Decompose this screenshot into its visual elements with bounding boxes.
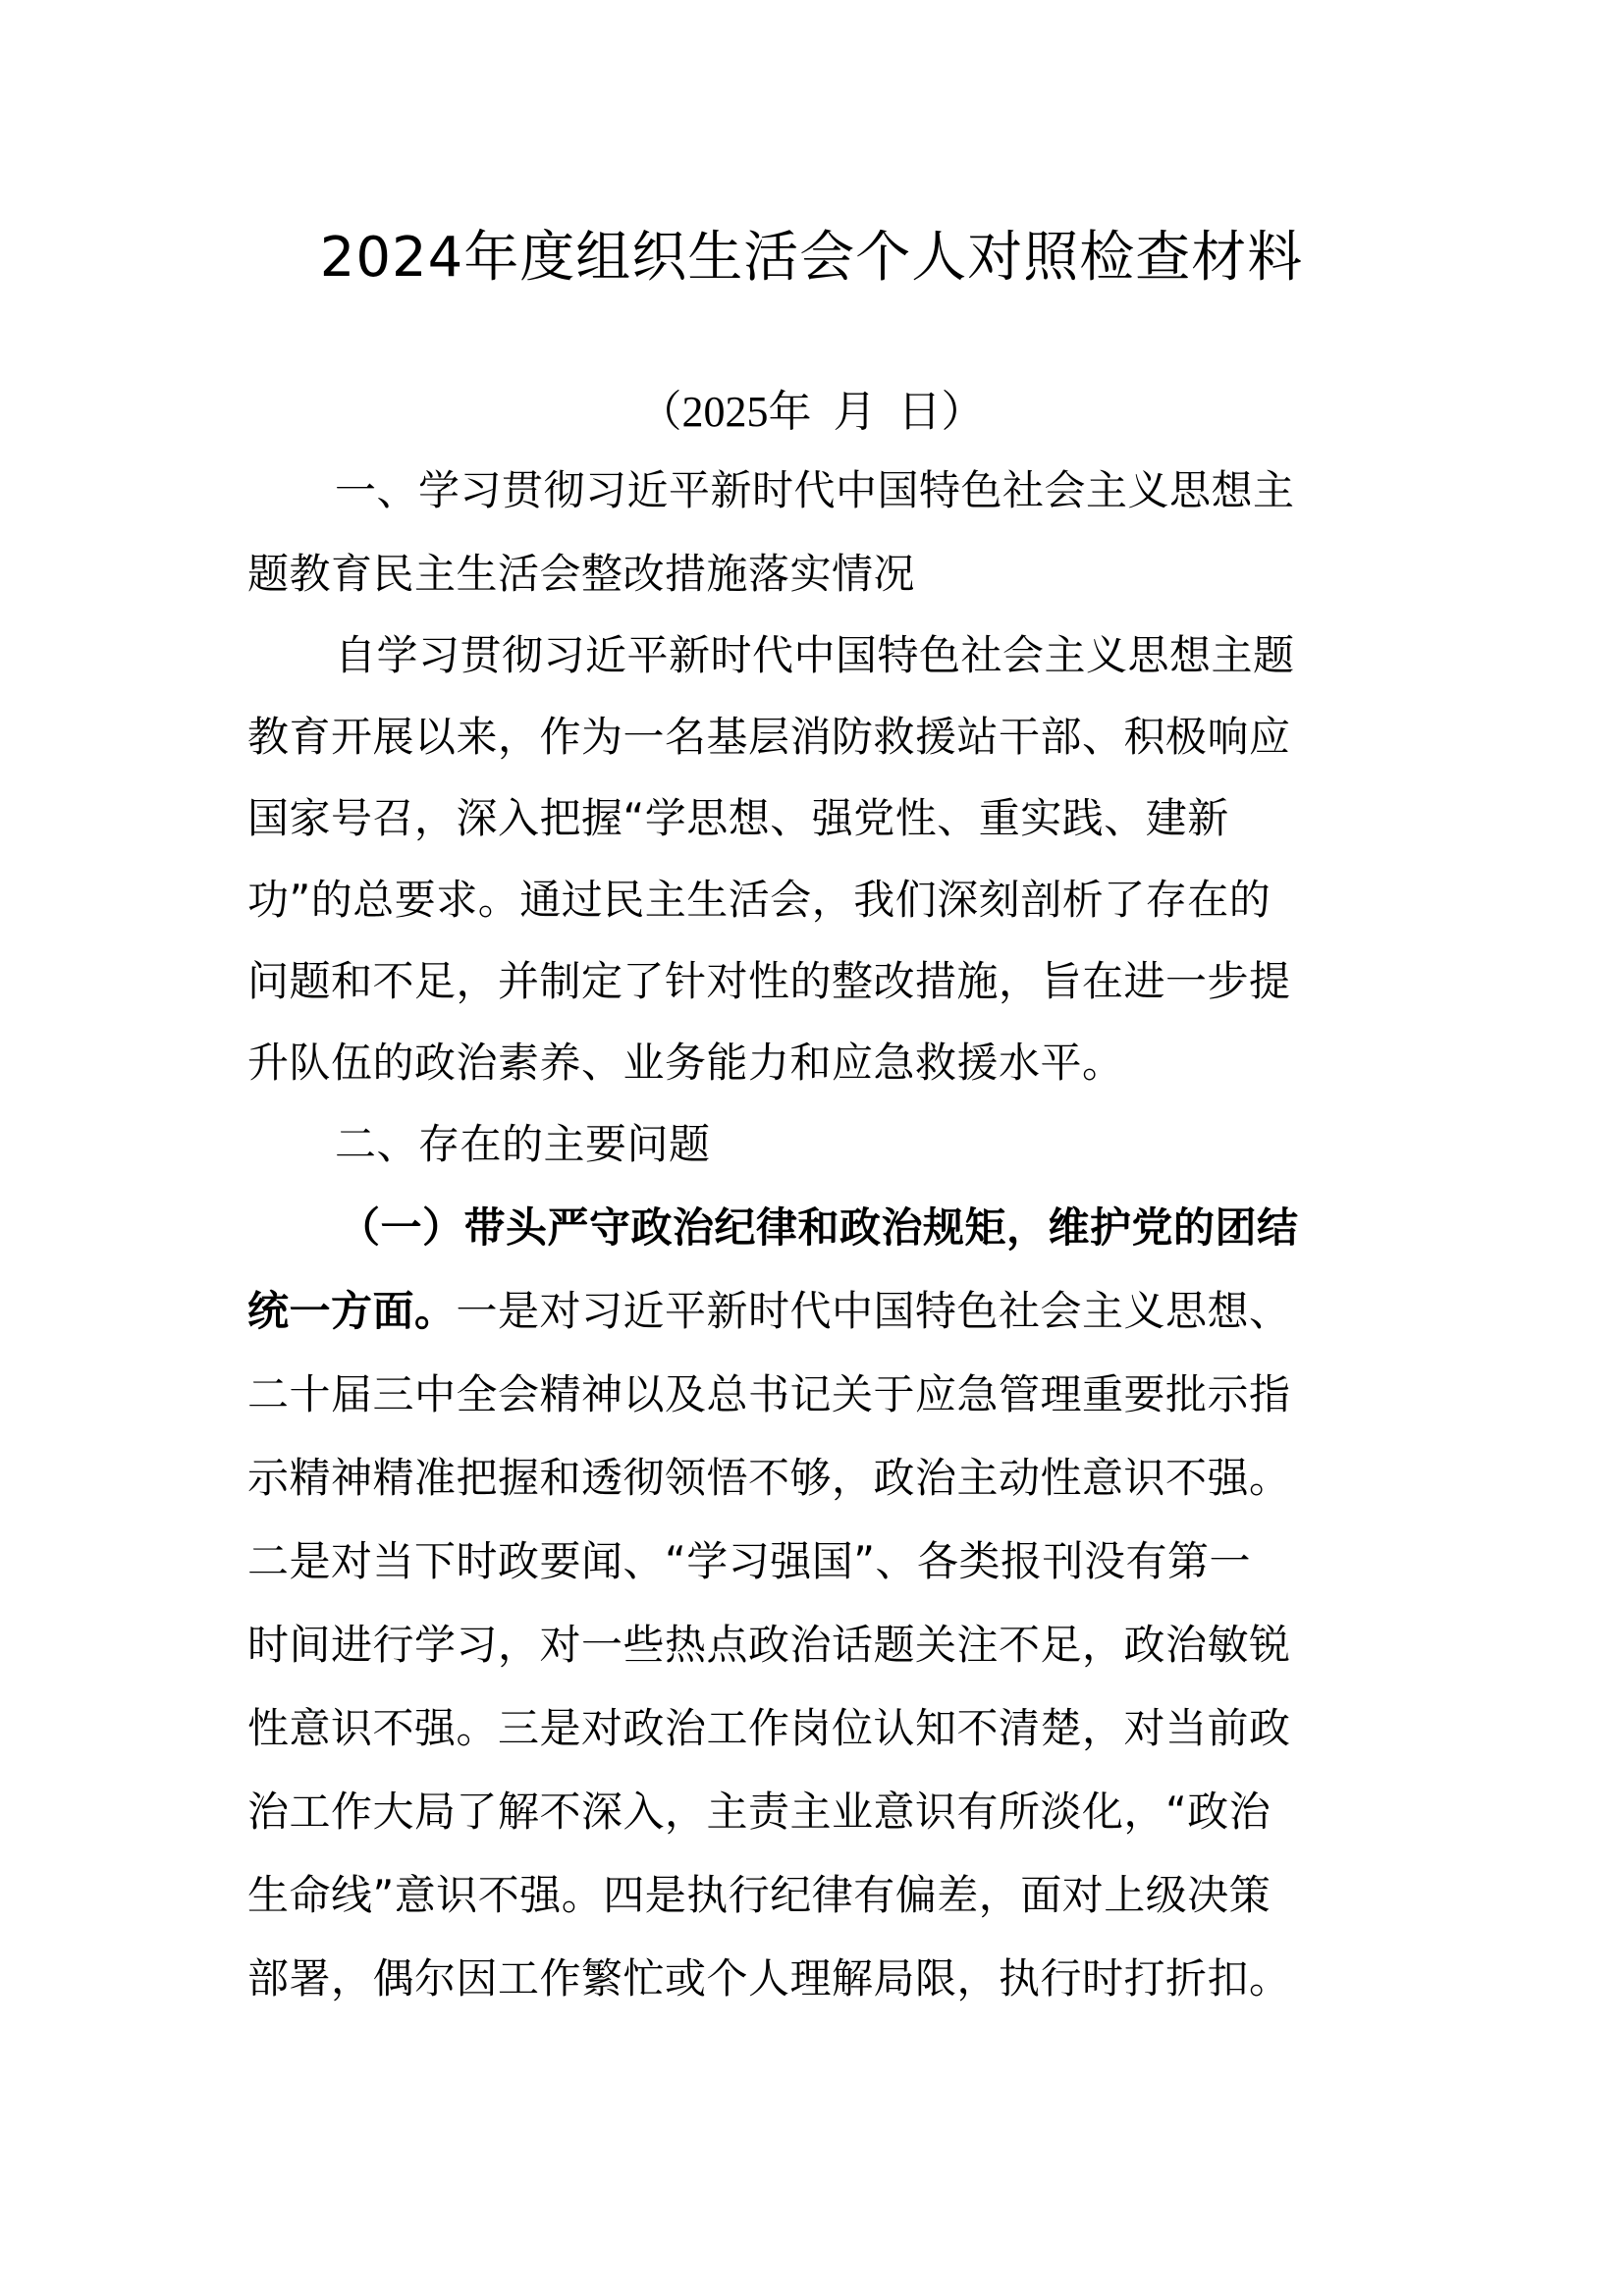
section2-heading: 二、存在的主要问题 bbox=[335, 1120, 711, 1168]
section1-heading-line2: 题教育民主生活会整改措施落实情况 bbox=[247, 550, 916, 598]
subsection1-heading-line2: 统一方面。 bbox=[247, 1287, 457, 1335]
subsection1-body-line: 治工作大局了解不深入，主责主业意识有所淡化，“政治 bbox=[247, 1788, 1271, 1836]
document-date: （2025年 月 日） bbox=[638, 388, 985, 436]
section1-body-line: 国家号召，深入把握“学思想、强党性、重实践、建新 bbox=[247, 794, 1229, 842]
section1-heading-line1: 一、学习贯彻习近平新时代中国特色社会主义思想主 bbox=[335, 466, 1295, 514]
subsection1-body-line: 二十届三中全会精神以及总书记关于应急管理重要批示指 bbox=[247, 1370, 1291, 1418]
section1-body-line: 问题和不足，并制定了针对性的整改措施，旨在进一步提 bbox=[247, 957, 1291, 1005]
section1-body-line: 教育开展以来，作为一名基层消防救援站干部、积极响应 bbox=[247, 713, 1291, 761]
subsection1-body-line: 示精神精准把握和透彻领悟不够，政治主动性意识不强。 bbox=[247, 1454, 1291, 1502]
subsection1-body-line: 部署，偶尔因工作繁忙或个人理解局限，执行时打折扣。 bbox=[247, 1954, 1291, 2002]
section1-body-line: 功”的总要求。通过民主生活会，我们深刻剖析了存在的 bbox=[247, 876, 1271, 924]
subsection1-line2 bbox=[247, 1284, 1291, 1339]
section1-body-line: 升队伍的政治素养、业务能力和应急救援水平。 bbox=[247, 1039, 1124, 1087]
subsection1-body-line: 性意识不强。三是对政治工作岗位认知不清楚，对当前政 bbox=[247, 1704, 1291, 1752]
subsection1-body-line: 时间进行学习，对一些热点政治话题关注不足，政治敏锐 bbox=[247, 1621, 1291, 1669]
section1-body-line: 自学习贯彻习近平新时代中国特色社会主义思想主题 bbox=[335, 631, 1295, 679]
subsection1-body-line: 二是对当下时政要闻、“学习强国”、各类报刊没有第一 bbox=[247, 1537, 1252, 1585]
subsection1-body-start: 一是对习近平新时代中国特色社会主义思想、 bbox=[456, 1287, 1291, 1335]
subsection1-heading-line1: （一）带头严守政治纪律和政治规矩，维护党的团结 bbox=[339, 1203, 1299, 1252]
document-title: 2024年度组织生活会个人对照检查材料 bbox=[319, 226, 1304, 290]
subsection1-body-line: 生命线”意识不强。四是执行纪律有偏差，面对上级决策 bbox=[247, 1871, 1271, 1919]
